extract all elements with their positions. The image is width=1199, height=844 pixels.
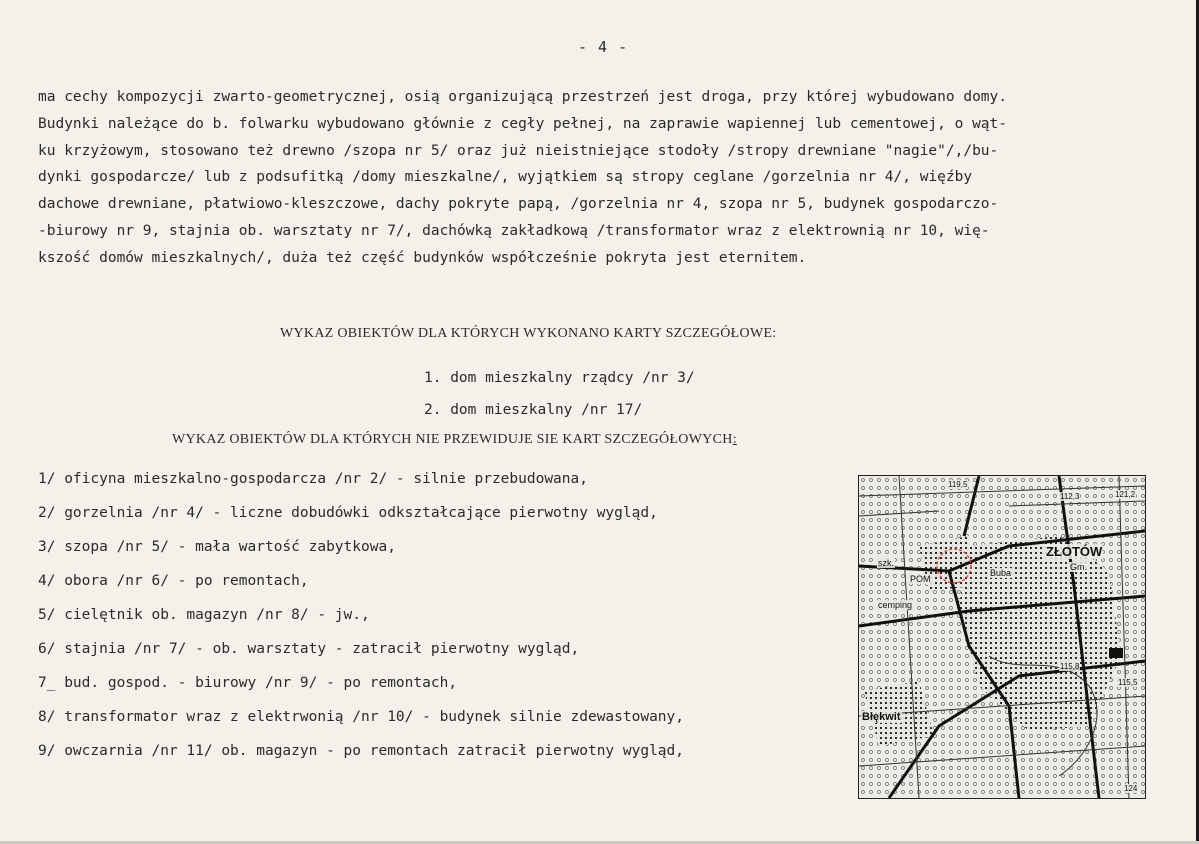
map-drawing <box>859 476 1145 798</box>
paragraph-line: dynki gospodarcze/ lub z podsufitką /domy mieszkalne/, wyjątkiem są stropy ceglane /gorzelnia nr 4/, więźby <box>38 169 973 186</box>
town-label: ZŁOTÓW <box>1046 544 1103 559</box>
list-item: 7_ bud. gospod. - biurowy /nr 9/ - po remontach, <box>38 675 458 691</box>
object-list <box>38 467 684 773</box>
place-label: cemping <box>878 600 913 610</box>
place-label: Gm. <box>1070 562 1087 572</box>
paragraph-line: ku krzyżowym, stosowano też drewno /szopa nr 5/ oraz już nieistniejące stodoły /stropy drewniane "nagie"/,/bu- <box>38 142 999 159</box>
list-item: 8/ transformator wraz z elektrwonią /nr 10/ - budynek silnie zdewastowany, <box>38 709 685 725</box>
elevation-label: 115,5 <box>1118 678 1138 687</box>
village-label: Błękwit <box>862 711 901 723</box>
list-item: 6/ stajnia /nr 7/ - ob. warsztaty - zatracił pierwotny wygląd, <box>38 641 580 657</box>
location-map <box>858 475 1146 799</box>
paragraph-line: Budynki należące do b. folwarku wybudowano głównie z cegły pełnej, na zaprawie wapiennej lub cementowej, o wąt- <box>38 115 1008 132</box>
paragraph-line: -biurowy nr 9, stajnia ob. warsztaty nr 7/, dachówką zakładkową /transformator wraz z elektrownią nr 10, wię- <box>38 222 990 239</box>
detailed-item: 1. dom mieszkalny rządcy /nr 3/ <box>424 370 695 386</box>
heading-no-detailed-cards <box>172 432 737 448</box>
paragraph-line: ma cechy kompozycji zwarto-geometrycznej, osią organizującą przestrzeń jest droga, przy której wybudowano domy. <box>38 89 1008 105</box>
paragraph-line: dachowe drewniane, płatwiowo-kleszczowe, dachy pokryte papą, /gorzelnia nr 4, szopa nr 5, budynek gospodarczo- <box>38 196 999 213</box>
heading-text: WYKAZ OBIEKTÓW DLA KTÓRYCH NIE PRZEWIDUJE SIE KART SZCZEGÓŁOWYCH <box>172 432 733 447</box>
place-label: POM <box>910 574 931 584</box>
paragraph-line: kszość domów mieszkalnych/, duża też część budynków współcześnie pokryta jest eternitem. <box>38 249 807 266</box>
heading-detailed-cards: WYKAZ OBIEKTÓW DLA KTÓRYCH WYKONANO KARTY SZCZEGÓŁOWE: <box>280 326 777 341</box>
place-label: szk. <box>878 558 895 568</box>
body-paragraph <box>38 84 1178 272</box>
detailed-item: 2. dom mieszkalny /nr 17/ <box>424 402 643 418</box>
elevation-label: 119,5 <box>948 480 968 489</box>
list-item: 9/ owczarnia /nr 11/ ob. magazyn - po remontach zatracił pierwotny wygląd, <box>38 743 685 759</box>
heading-colon: : <box>732 432 737 447</box>
elevation-label: 115,8 <box>1060 662 1080 671</box>
elevation-label: 112,3 <box>1060 492 1080 501</box>
list-item: 2/ gorzelnia /nr 4/ - liczne dobudówki odkształcające pierwotny wygląd, <box>38 505 658 521</box>
page-number: - 4 - <box>578 38 629 56</box>
list-item: 3/ szopa /nr 5/ - mała wartość zabytkowa, <box>38 539 396 555</box>
list-item: 1/ oficyna mieszkalno-gospodarcza /nr 2/ - silnie przebudowana, <box>38 471 588 487</box>
list-item: 4/ obora /nr 6/ - po remontach, <box>38 573 309 589</box>
elevation-label: 121,2 <box>1115 490 1136 499</box>
elevation-label: 124 <box>1124 784 1138 793</box>
list-item: 5/ cielętnik ob. magazyn /nr 8/ - jw., <box>38 607 370 623</box>
building-block <box>1109 648 1123 658</box>
place-label: Buba <box>990 568 1012 578</box>
